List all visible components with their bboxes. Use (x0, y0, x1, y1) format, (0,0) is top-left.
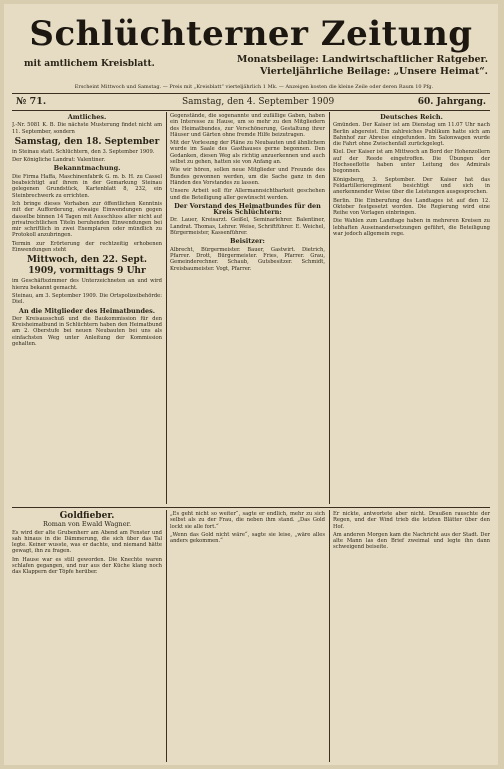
notice-text-2: Ich bringe dieses Vorhaben zur öffentlichen Kenntnis mit der Aufforderung, etwaige Einwendungen gegen dasselbe binnen 14 Tagen mit Ausschluss aller nicht auf privatrechtlichen Titeln beruhenden Einwendungen bei mir schriftlich in zwei Exemplaren oder mündlich zu Protokoll anzubringen. (12, 200, 162, 239)
notice-text-4: im Geschäftszimmer des Unterzeichneten an und wird hierzu bekannt gemacht. (12, 278, 162, 291)
feature-byline: Roman von Ewald Wagner. (42, 520, 132, 529)
heimatbund-text-2: Mit der Vorlesung der Pläne zu Neubauten und ähnlichem wurde im Saale des Gasthauses gerne begonnen. Den Gedanken, diesen Weg als richtig anzuerkennen und auch selbst zu gehen, hatten sie von Anfang an. (170, 140, 325, 166)
feature-column-3 (333, 511, 490, 761)
feature-text-2: Im Hause war es still geworden. Die Knechte waren schlafen gegangen, und nur aus der Küche klang noch das Klappern der Töpfe herüber. (12, 556, 162, 576)
feature-divider-1 (166, 510, 167, 762)
issue-bar (12, 96, 490, 110)
reich-text-5: Die Wahlen zum Landtage haben in mehreren Kreisen zu lebhaften Auseinandersetzungen geführt, die Beteiligung war jedoch allgemein rege. (333, 218, 490, 238)
newspaper-page (4, 4, 498, 765)
column-heimatbund (170, 113, 325, 505)
board-heading: Der Vorstand des Heimatbundes für den Kreis Schlüchtern: (174, 201, 321, 217)
heimatbund-heading: An die Mitglieder des Heimatbundes. (18, 306, 156, 315)
top-rule (12, 93, 490, 94)
feature-rule (12, 507, 490, 508)
feature-text-4: „Wenn das Gold nicht wäre“, sagte sie leise, „wäre alles anders gekommen.“ (170, 531, 325, 545)
heimatbund-text-4: Unsere Arbeit soll für Allermannsichtbarkeit geschehen und die Beteiligung aller gewünscht werden. (170, 188, 325, 201)
notice-date-banner: Mittwoch, den 22. Sept. 1909, vormittags 9 Uhr (26, 255, 148, 277)
column-official (12, 113, 162, 505)
supplement-monthly: Monatsbeilage: Landwirtschaftlicher Ratgeber. (236, 54, 488, 65)
notice-text-3: Termin zur Erörterung der rechtzeitig erhobenen Einwendungen steht (12, 240, 162, 254)
notice-heading: Bekanntmachung. (53, 164, 121, 173)
feature-divider-2 (329, 510, 330, 762)
reich-text-2: Kiel. Der Kaiser ist am Mittwoch an Bord der Hohenzollern auf der Reede eingetroffen. Die Übungen der Hochseeflotte haben unter Leitung des Admirals begonnen. (333, 149, 490, 175)
notice-signature: Steinau, am 3. September 1909. Die Ortspolizeibehörde: Diel. (12, 292, 162, 306)
issue-date: Samstag, den 4. September 1909 (182, 97, 335, 107)
subtitle-left: mit amtlichem Kreisblatt. (24, 59, 155, 69)
reich-text-4: Berlin. Die Einberufung des Landtages ist auf den 12. Oktober festgesetzt worden. Die Regierung wird eine Reihe von Vorlagen einbringen. (333, 197, 490, 217)
feature-text-3: „Es geht nicht so weiter“, sagte er endlich, mehr zu sich selbst als zu der Frau, die neben ihm stand. „Das Gold lockt sie alle fort.“ (170, 511, 325, 530)
feature-column-2 (170, 511, 325, 761)
feature-text-1: Es wird der alte Grubenherr am Abend am Fenster und sah hinaus in die Dämmerung, die sich über das Tal legte. Keiner wusste, was er dachte, und niemand hätte gewagt, ihn zu fragen. (12, 529, 162, 555)
column-divider-1 (166, 112, 167, 504)
reich-heading: Deutsches Reich. (380, 113, 443, 121)
official-text-2: in Steinau statt. Schlüchtern, den 3. September 1909. (12, 148, 155, 155)
subtitle-right (237, 54, 488, 78)
official-signature: Der Königliche Landrat: Valentiner. (12, 157, 106, 164)
issue-year: 60. Jahrgang. (417, 97, 486, 107)
subscription-fine-print: Erscheint Mittwoch und Samstag. — Preis mit „Kreisblatt“ vierteljährlich 1 Mk. — Anzeigen kosten die kleine Zeile oder deren Raum 10 Pfg. (74, 84, 434, 90)
official-heading: Amtliches. (67, 113, 107, 121)
masthead (4, 4, 498, 84)
issue-number: № 71. (16, 96, 47, 107)
column-divider-2 (329, 112, 330, 504)
issue-rule (12, 110, 490, 111)
heimatbund-text-3: Wie wir hören, sollen neue Mitglieder und Freunde des Bundes gewonnen werden, um die Sache ganz in den Händen des Vorstandes zu lassen. (170, 167, 325, 186)
official-date-banner: Samstag, den 18. September (14, 136, 160, 147)
notice-text-1: Die Firma Haffa, Maschinenfabrik G. m. b. H. zu Cassel beabsichtigt auf ihrem in der Gemarkung Steinau gelegenen Grundstück, Kartenblatt 8, 232, ein Steinbrechwerk zu errichten. (12, 173, 162, 199)
newspaper-title: Schlüchterner Zeitung (29, 14, 473, 54)
feature-title: Goldfieber. (59, 511, 115, 521)
heimatbund-text: Der Kreisausschuß und die Baukommission für den Kreisheimatbund in Schlüchtern haben den Heimatbund am 2. Oberstufe bei neuen Neubauten bei uns als einfachsten Weg unter Anleitung der Kommission gehalten. (12, 315, 162, 348)
heimatbund-text-1: Gegenstände, die sogenannte und zufällige Gaben, haben ein Interesse zu Hause, um so mehr zu den Mitgliedern des Heimatbundes, zur Verschönerung, Gestaltung ihrer Häuser und Gärten ohne fremde Hilfe beizutragen. (170, 113, 325, 138)
reich-text-3: Königsberg, 3. September. Der Kaiser hat das Feldartillerieregiment besichtigt und sich in anerkennender Weise über die Leistungen ausgesprochen. (333, 176, 490, 196)
official-text-1: J.-Nr. 5081 K. B. Die nächste Musterung findet nicht am 11. September, sondern (12, 122, 162, 135)
feature-text-5: Er nickte, antwortete aber nicht. Draußen rauschte der Regen, und der Wind trieb die letzten Blätter über den Hof. (333, 511, 490, 530)
board-members: Dr. Lauer, Kreisarzt. Geißel, Seminarlehrer. Balentiner, Landrat. Thomas, Lehrer. Weise, Schriftführer. E. Weichel, Bürgermeister, Kassenführer. (170, 217, 325, 237)
feature-text-6: Am anderen Morgen kam die Nachricht aus der Stadt. Der alte Mann las den Brief zweimal und legte ihn dann schweigend beiseite. (333, 531, 490, 551)
assessors-heading: Beisitzer: (230, 237, 265, 246)
supplement-quarterly: Vierteljährliche Beilage: „Unsere Heimat“. (259, 66, 488, 77)
feature-column-1 (12, 511, 162, 761)
column-reich (333, 113, 490, 505)
assessors-list: Albrecht, Bürgermeister. Bauer, Gastwirt. Dietrich, Pfarrer. Drott, Bürgermeister. Fries, Pfarrer. Grau, Gemeinderechner. Schaub, Gutsbesitzer. Schmidt, Kreisbaumeister. Vogt, Pfarrer. (170, 246, 325, 272)
reich-text-1: Gmünden. Der Kaiser ist am Dienstag um 11.07 Uhr nach Berlin abgereist. Ein zahlreiches Publikum hatte sich am Bahnhof zur Abreise eingefunden. Im Salonwagen wurde die Fahrt ohne Zwischenfall zurückgelegt. (333, 122, 490, 148)
